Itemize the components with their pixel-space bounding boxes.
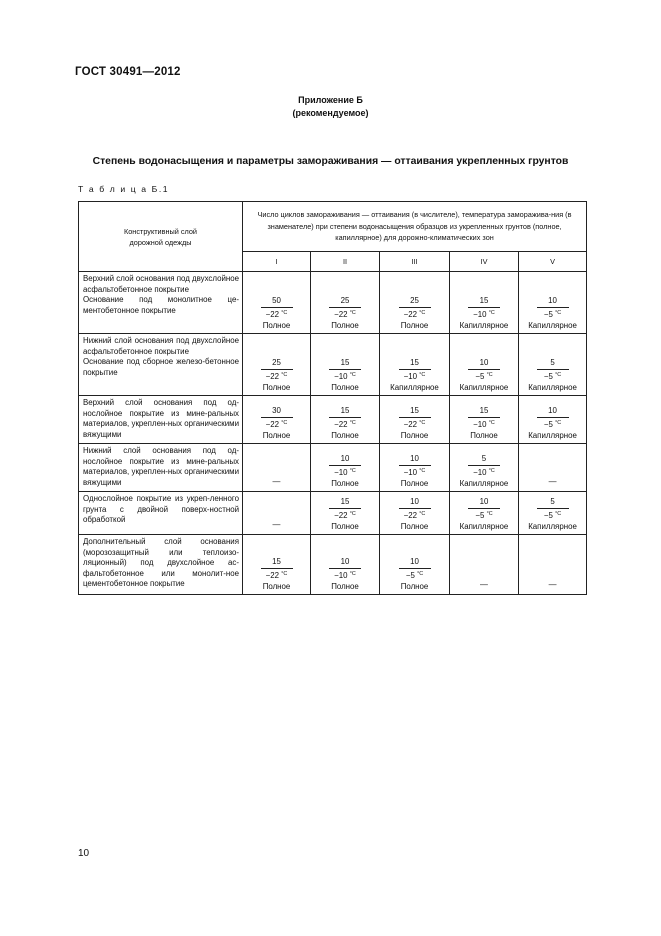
freezing-temperature xyxy=(261,418,293,431)
cycle-count: 5 xyxy=(537,358,569,370)
temperature-value: −10 xyxy=(334,371,348,381)
zone-3-value-cell xyxy=(380,444,450,492)
layer-description-line: Верхний слой основания под двухслойное асфальтобетонное покрытие xyxy=(83,274,239,294)
temperature-value: −10 xyxy=(334,570,348,580)
zone-1-value-cell xyxy=(243,492,311,535)
temperature-unit: °C xyxy=(417,570,424,577)
not-applicable-dash: — xyxy=(548,580,557,589)
zone-4-value-cell xyxy=(450,396,519,444)
annex-block xyxy=(0,94,661,120)
zone-header-5: V xyxy=(519,252,587,272)
cycle-count: 10 xyxy=(399,454,431,466)
temperature-value: −5 xyxy=(405,570,415,580)
layer-description xyxy=(79,334,243,396)
zone-5-value-cell xyxy=(519,272,587,334)
cycles-over-temperature xyxy=(329,406,361,430)
freezing-temperature xyxy=(468,418,500,431)
zone-header-3: III xyxy=(380,252,450,272)
freezing-temperature xyxy=(329,308,361,321)
temperature-unit: °C xyxy=(555,309,562,316)
temperature-value: −22 xyxy=(265,309,280,319)
layer-description xyxy=(79,492,243,535)
zone-2-value-cell xyxy=(311,272,380,334)
table-row xyxy=(79,396,587,444)
not-applicable-dash: — xyxy=(480,580,488,589)
saturation-degree: Полное xyxy=(331,383,359,392)
cycles-over-temperature xyxy=(399,497,431,521)
freezing-temperature xyxy=(537,418,569,431)
zone-2-value-cell xyxy=(311,444,380,492)
temperature-value: −22 xyxy=(334,419,348,429)
zone-1-value-cell xyxy=(243,444,311,492)
not-applicable-dash: — xyxy=(272,477,281,486)
temperature-value: −10 xyxy=(403,371,418,381)
temperature-unit: °C xyxy=(281,419,288,426)
temperature-value: −22 xyxy=(403,510,418,520)
temperature-unit: °C xyxy=(486,510,493,517)
freezing-temperature xyxy=(399,569,431,582)
cycle-count: 15 xyxy=(261,557,293,569)
temperature-unit: °C xyxy=(349,467,356,474)
zone-1-value-cell xyxy=(243,334,311,396)
cycles-over-temperature xyxy=(537,406,569,430)
zone-4-value-cell xyxy=(450,272,519,334)
cycle-count: 15 xyxy=(468,406,500,418)
temperature-value: −22 xyxy=(334,510,348,520)
layer-description-line: Дополнительный слой основания (морозозащитный или теплоизо-ляционный) под двухслойное ас-фальтобетонное или монолит-ное цементобетонное покрытие xyxy=(83,537,239,588)
cycles-over-temperature xyxy=(468,296,500,320)
layer-description-line: Однослойное покрытие из укреп-ленного грунта с двойной поверх-ностной обработкой xyxy=(83,494,239,524)
saturation-degree: Полное xyxy=(262,383,291,392)
freezing-temperature xyxy=(537,308,569,321)
zone-4-value-cell xyxy=(450,444,519,492)
temperature-unit: °C xyxy=(555,371,562,378)
saturation-degree: Полное xyxy=(262,431,291,440)
saturation-degree: Полное xyxy=(400,321,429,330)
layer-description-line: Нижний слой основания под од-нослойное покрытие из мине-ральных материалов, укреплен-ных органическими вяжущими xyxy=(83,446,239,487)
zone-5-value-cell xyxy=(519,444,587,492)
not-applicable-dash: — xyxy=(548,477,557,486)
cycles-over-temperature xyxy=(399,406,431,430)
temperature-unit: °C xyxy=(419,309,426,316)
annex-title: Приложение Б xyxy=(298,95,363,105)
saturation-degree: Полное xyxy=(400,582,429,591)
saturation-degree: Полное xyxy=(470,431,498,440)
cycle-count: 10 xyxy=(329,557,361,569)
cycle-count: 25 xyxy=(399,296,431,308)
temperature-unit: °C xyxy=(486,371,493,378)
cycles-over-temperature xyxy=(261,406,293,430)
freezing-temperature xyxy=(261,370,293,383)
zone-5-value-cell xyxy=(519,334,587,396)
cycle-count: 10 xyxy=(468,358,500,370)
temperature-value: −22 xyxy=(403,309,418,319)
layer-description xyxy=(79,535,243,595)
temperature-value: −5 xyxy=(543,371,553,381)
saturation-degree: Капиллярное xyxy=(459,479,509,488)
temperature-value: −22 xyxy=(334,309,348,319)
temperature-unit: °C xyxy=(555,419,562,426)
cycle-count: 30 xyxy=(261,406,293,418)
freezing-temperature xyxy=(537,370,569,383)
freeze-thaw-table xyxy=(78,201,587,595)
temperature-value: −5 xyxy=(475,371,485,381)
temperature-value: −5 xyxy=(475,510,485,520)
freezing-temperature xyxy=(261,569,293,582)
temperature-value: −5 xyxy=(543,309,553,319)
annex-status: (рекомендуемое) xyxy=(292,108,369,118)
temperature-value: −22 xyxy=(265,570,280,580)
temperature-unit: °C xyxy=(349,371,356,378)
saturation-degree: Полное xyxy=(331,582,359,591)
freezing-temperature xyxy=(468,370,500,383)
layer-description xyxy=(79,396,243,444)
zone-2-value-cell xyxy=(311,396,380,444)
zone-2-value-cell xyxy=(311,492,380,535)
saturation-degree: Полное xyxy=(331,431,359,440)
freezing-temperature xyxy=(329,418,361,431)
zone-2-value-cell xyxy=(311,535,380,595)
cycle-count: 25 xyxy=(329,296,361,308)
layer-description-line: Верхний слой основания под од-нослойное покрытие из мине-ральных материалов, укреплен-ных органическими вяжущими xyxy=(83,398,239,439)
table-row xyxy=(79,535,587,595)
table-caption: Т а б л и ц а Б.1 xyxy=(78,184,170,194)
temperature-unit: °C xyxy=(488,419,495,426)
saturation-degree: Капиллярное xyxy=(528,522,577,531)
cycles-over-temperature xyxy=(537,296,569,320)
cycle-count: 10 xyxy=(537,406,569,418)
page-number: 10 xyxy=(78,848,90,859)
freezing-temperature xyxy=(399,308,431,321)
temperature-value: −10 xyxy=(403,467,418,477)
cycles-over-temperature xyxy=(399,454,431,478)
freezing-temperature xyxy=(399,418,431,431)
zone-1-value-cell xyxy=(243,535,311,595)
cycle-count: 5 xyxy=(468,454,500,466)
zone-header-1: I xyxy=(243,252,311,272)
zone-5-value-cell xyxy=(519,396,587,444)
cycle-count: 15 xyxy=(329,406,361,418)
temperature-value: −22 xyxy=(265,419,280,429)
cycle-count: 10 xyxy=(399,497,431,509)
zone-5-value-cell xyxy=(519,492,587,535)
cycle-count: 15 xyxy=(329,497,361,509)
cycles-over-temperature xyxy=(399,557,431,581)
table-row xyxy=(79,492,587,535)
freezing-temperature xyxy=(399,370,431,383)
temperature-unit: °C xyxy=(281,371,288,378)
temperature-unit: °C xyxy=(349,309,356,316)
cycle-count: 5 xyxy=(537,497,569,509)
cycles-over-temperature xyxy=(261,557,293,581)
cycles-over-temperature xyxy=(329,358,361,382)
zone-3-value-cell xyxy=(380,272,450,334)
temperature-unit: °C xyxy=(281,309,288,316)
freezing-temperature xyxy=(399,466,431,479)
temperature-unit: °C xyxy=(349,419,356,426)
cycles-over-temperature xyxy=(468,454,500,478)
section-heading: Степень водонасыщения и параметры замораживания — оттаивания укрепленных грунтов xyxy=(92,156,569,167)
saturation-degree: Полное xyxy=(262,582,291,591)
freezing-temperature xyxy=(468,466,500,479)
temperature-unit: °C xyxy=(419,510,426,517)
cycle-count: 10 xyxy=(468,497,500,509)
freezing-temperature xyxy=(468,308,500,321)
saturation-degree: Полное xyxy=(331,522,359,531)
temperature-value: −10 xyxy=(473,467,487,477)
saturation-degree: Полное xyxy=(331,479,359,488)
freezing-temperature xyxy=(468,509,500,522)
zone-1-value-cell xyxy=(243,396,311,444)
temperature-value: −10 xyxy=(473,309,487,319)
temperature-value: −22 xyxy=(403,419,418,429)
header-params-column: Число циклов замораживания — оттаивания (в числителе), температура заморажива-ния (в знаменателе) при степени водонасыщения образцов из укрепленных грунтов (полное, капиллярное) для дорожно-климатических зон xyxy=(243,202,587,252)
temperature-unit: °C xyxy=(419,467,426,474)
temperature-unit: °C xyxy=(419,371,426,378)
saturation-degree: Капиллярное xyxy=(528,383,577,392)
temperature-value: −5 xyxy=(543,510,553,520)
cycles-over-temperature xyxy=(329,497,361,521)
zone-2-value-cell xyxy=(311,334,380,396)
saturation-degree: Капиллярное xyxy=(459,321,509,330)
freezing-temperature xyxy=(329,569,361,582)
freezing-temperature xyxy=(537,509,569,522)
layer-description-line: Основание под монолитное це-ментобетонное покрытие xyxy=(83,295,239,315)
saturation-degree: Полное xyxy=(400,431,429,440)
cycles-over-temperature xyxy=(468,497,500,521)
cycles-over-temperature xyxy=(329,296,361,320)
temperature-unit: °C xyxy=(488,467,495,474)
temperature-unit: °C xyxy=(349,570,356,577)
cycle-count: 10 xyxy=(537,296,569,308)
cycles-over-temperature xyxy=(399,358,431,382)
zone-3-value-cell xyxy=(380,334,450,396)
layer-description-line: Нижний слой основания под двухслойное асфальтобетонное покрытие xyxy=(83,336,239,356)
header-layer-line-2: дорожной одежды xyxy=(129,237,192,247)
temperature-value: −10 xyxy=(334,467,348,477)
cycle-count: 25 xyxy=(261,358,293,370)
layer-description-line: Основание под сборное железо-бетонное покрытие xyxy=(83,357,239,377)
temperature-unit: °C xyxy=(488,309,495,316)
standard-designation: ГОСТ 30491—2012 xyxy=(75,66,181,78)
zone-4-value-cell xyxy=(450,535,519,595)
saturation-degree: Капиллярное xyxy=(528,431,577,440)
layer-description xyxy=(79,272,243,334)
saturation-degree: Полное xyxy=(262,321,291,330)
zone-4-value-cell xyxy=(450,492,519,535)
saturation-degree: Полное xyxy=(331,321,359,330)
cycles-over-temperature xyxy=(329,454,361,478)
zone-3-value-cell xyxy=(380,492,450,535)
cycle-count: 10 xyxy=(329,454,361,466)
layer-description xyxy=(79,444,243,492)
saturation-degree: Капиллярное xyxy=(528,321,577,330)
cycle-count: 15 xyxy=(399,406,431,418)
temperature-value: −5 xyxy=(543,419,553,429)
table-row xyxy=(79,272,587,334)
temperature-unit: °C xyxy=(555,510,562,517)
saturation-degree: Капиллярное xyxy=(459,522,509,531)
freezing-temperature xyxy=(329,509,361,522)
zone-4-value-cell xyxy=(450,334,519,396)
freezing-temperature xyxy=(261,308,293,321)
saturation-degree: Капиллярное xyxy=(459,383,509,392)
zone-3-value-cell xyxy=(380,535,450,595)
zone-3-value-cell xyxy=(380,396,450,444)
zone-1-value-cell xyxy=(243,272,311,334)
cycles-over-temperature xyxy=(537,497,569,521)
cycle-count: 15 xyxy=(329,358,361,370)
not-applicable-dash: — xyxy=(272,520,281,529)
cycle-count: 10 xyxy=(399,557,431,569)
header-layer-column xyxy=(79,202,243,272)
cycles-over-temperature xyxy=(399,296,431,320)
cycle-count: 15 xyxy=(399,358,431,370)
cycles-over-temperature xyxy=(261,358,293,382)
cycles-over-temperature xyxy=(261,296,293,320)
temperature-value: −22 xyxy=(265,371,280,381)
temperature-unit: °C xyxy=(349,510,356,517)
saturation-degree: Полное xyxy=(400,522,429,531)
freezing-temperature xyxy=(329,370,361,383)
table-body xyxy=(79,272,587,595)
zone-header-2: II xyxy=(311,252,380,272)
cycle-count: 15 xyxy=(468,296,500,308)
zone-header-4: IV xyxy=(450,252,519,272)
zone-5-value-cell xyxy=(519,535,587,595)
cycles-over-temperature xyxy=(329,557,361,581)
cycles-over-temperature xyxy=(468,406,500,430)
table-row xyxy=(79,334,587,396)
freezing-temperature xyxy=(329,466,361,479)
saturation-degree: Полное xyxy=(400,479,429,488)
saturation-degree: Капиллярное xyxy=(390,383,439,392)
temperature-value: −10 xyxy=(473,419,487,429)
header-layer-line-1: Конструктивный слой xyxy=(123,226,198,236)
cycles-over-temperature xyxy=(537,358,569,382)
cycle-count: 50 xyxy=(261,296,293,308)
table-row xyxy=(79,444,587,492)
temperature-unit: °C xyxy=(419,419,426,426)
cycles-over-temperature xyxy=(468,358,500,382)
temperature-unit: °C xyxy=(281,570,288,577)
freezing-temperature xyxy=(399,509,431,522)
